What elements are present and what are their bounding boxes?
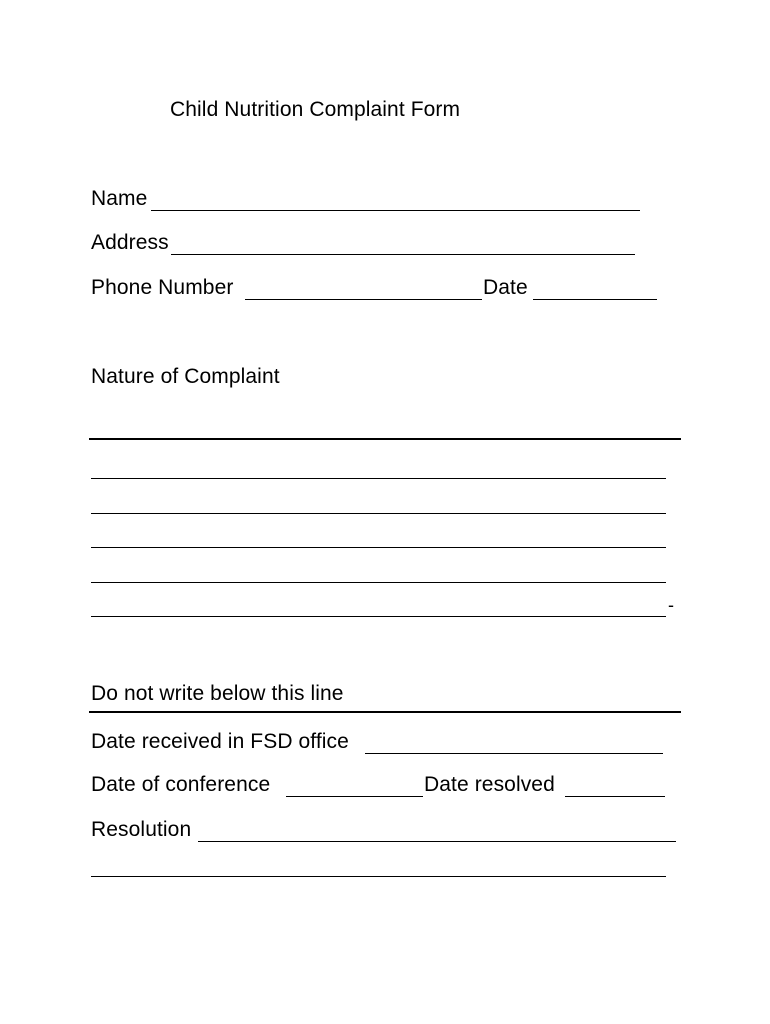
date-received-label: Date received in FSD office	[91, 730, 349, 753]
date-received-field[interactable]	[365, 753, 663, 754]
complaint-line[interactable]	[91, 547, 666, 548]
complaint-line[interactable]	[91, 513, 666, 514]
complaint-line[interactable]	[91, 616, 666, 617]
complaint-line[interactable]	[91, 478, 666, 479]
name-field[interactable]	[151, 210, 640, 211]
date-conference-label: Date of conference	[91, 773, 271, 796]
name-label: Name	[91, 187, 148, 210]
office-use-heading: Do not write below this line	[91, 682, 344, 705]
complaint-line[interactable]	[91, 582, 666, 583]
resolution-line[interactable]	[91, 876, 666, 877]
complaint-line[interactable]	[89, 438, 681, 440]
date-conference-field[interactable]	[286, 796, 423, 797]
resolution-field[interactable]	[198, 841, 676, 842]
address-field[interactable]	[171, 254, 635, 255]
phone-label: Phone Number	[91, 276, 234, 299]
date-resolved-field[interactable]	[565, 796, 665, 797]
date-field[interactable]	[533, 299, 657, 300]
date-label: Date	[483, 276, 528, 299]
resolution-label: Resolution	[91, 818, 192, 841]
complaint-label: Nature of Complaint	[91, 365, 280, 388]
form-title: Child Nutrition Complaint Form	[170, 98, 461, 121]
trailing-dash: -	[668, 595, 675, 615]
date-resolved-label: Date resolved	[424, 773, 555, 796]
address-label: Address	[91, 231, 169, 254]
phone-field[interactable]	[245, 299, 482, 300]
office-divider	[89, 711, 681, 713]
